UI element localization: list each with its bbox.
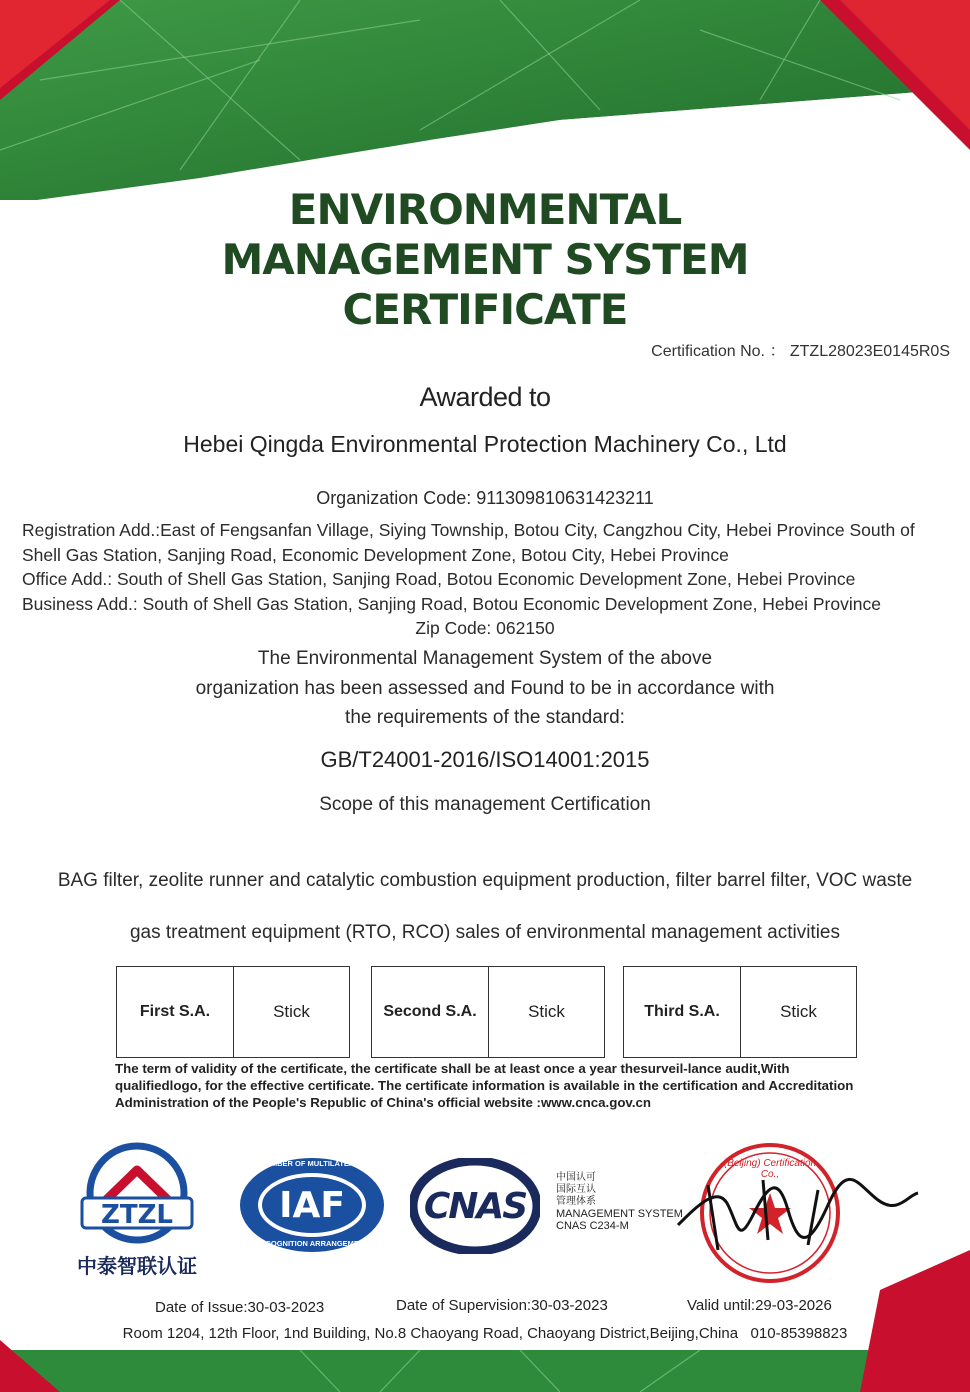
- audit-label: Second S.A.: [372, 967, 489, 1057]
- audit-value: Stick: [273, 1002, 310, 1021]
- iaf-ring-bottom: RECOGNITION ARRANGEMENT: [255, 1239, 369, 1248]
- cnas-cn-line: 中国认可: [556, 1172, 596, 1183]
- cnas-en-line: CNAS C234-M: [556, 1220, 629, 1232]
- assessment-line: The Environmental Management System of the above: [257, 648, 713, 669]
- cnas-cn-line: 管理体系: [556, 1196, 596, 1207]
- standard-code: GB/T24001-2016/ISO14001:2015: [320, 747, 650, 772]
- certificate-title: [0, 185, 970, 335]
- audit-label: Third S.A.: [624, 967, 741, 1057]
- title-line-3: CERTIFICATE: [342, 285, 628, 334]
- title-line-2: MANAGEMENT SYSTEM: [221, 235, 749, 284]
- office-address: Office Add.: South of Shell Gas Station, Sanjing Road, Botou Economic Development Zone, Hebei Province: [22, 569, 856, 589]
- company-name: Hebei Qingda Environmental Protection Machinery Co., Ltd: [183, 431, 787, 457]
- ztzl-emblem-icon: [62, 1138, 212, 1248]
- iaf-ring-top: MEMBER OF MULTILATERAL: [259, 1159, 365, 1168]
- ztzl-logo: [62, 1138, 212, 1278]
- scope-label: Scope of this management Certification: [319, 794, 651, 815]
- cnas-text: CNAS: [423, 1186, 527, 1227]
- scope-line: gas treatment equipment (RTO, RCO) sales of environmental management activities: [129, 922, 840, 943]
- audit-label: First S.A.: [117, 967, 234, 1057]
- valid-until: Valid until:29-03-2026: [687, 1297, 832, 1314]
- scope-line: BAG filter, zeolite runner and catalytic combustion equipment production, filter barrel filter, VOC waste: [57, 870, 913, 891]
- certification-number: Certification No. ： ZTZL28023E0145R0S: [651, 343, 950, 360]
- awarded-to-label: Awarded to: [419, 382, 551, 412]
- signature-icon: [668, 1165, 923, 1260]
- registration-address: Registration Add.:East of Fengsanfan Village, Siying Township, Botou City, Cangzhou City, Hebei Province South of Shell Gas Station, Sanjing Road, Economic Development Zone, Botou City, Hebei Province: [22, 520, 915, 565]
- date-of-issue: Date of Issue:30-03-2023: [155, 1299, 325, 1316]
- audit-box-second: [371, 966, 605, 1058]
- assessment-line: the requirements of the standard:: [345, 707, 625, 728]
- business-address: Business Add.: South of Shell Gas Station, Sanjing Road, Botou Economic Development Zone, Hebei Province: [22, 594, 881, 614]
- cnas-cn-line: 国际互认: [556, 1184, 596, 1195]
- top-banner: [0, 0, 970, 200]
- iaf-text: IAF: [279, 1185, 345, 1226]
- title-line-1: ENVIRONMENTAL: [288, 185, 682, 234]
- cnas-logo: [410, 1158, 540, 1254]
- audit-value: Stick: [780, 1002, 817, 1021]
- issuer-address: Room 1204, 12th Floor, 1nd Building, No.8 Chaoyang Road, Chaoyang District,Beijing,China 010-85398823: [122, 1325, 848, 1342]
- scope-text: [0, 855, 970, 959]
- seal-text: (Beijing) Certification Co.,: [723, 1158, 817, 1180]
- audit-value: Stick: [528, 1002, 565, 1021]
- cnas-en-line: MANAGEMENT SYSTEM: [556, 1208, 683, 1220]
- zip-code: Zip Code: 062150: [415, 618, 555, 638]
- assessment-line: organization has been assessed and Found to be in accordance with: [195, 677, 775, 699]
- organization-code: Organization Code: 911309810631423211: [316, 488, 654, 508]
- cnas-info: [556, 1172, 683, 1232]
- audit-box-third: [623, 966, 857, 1058]
- ztzl-chinese-name: 中泰智联认证: [77, 1256, 197, 1278]
- date-of-supervision: Date of Supervision:30-03-2023: [396, 1297, 608, 1314]
- iaf-logo: [237, 1155, 387, 1255]
- assessment-statement: [0, 644, 970, 733]
- validity-note: The term of validity of the certificate, the certificate shall be at least once a year thesurveil-lance audit,With qualifiedlogo, for the effective certificate. The certificate information is available in the certification and Accreditation Administration of the People's Republic of China's official website :www.cnca.gov.cn: [115, 1061, 854, 1110]
- ztzl-logo-text: ZTZL: [100, 1200, 173, 1230]
- audit-box-first: [116, 966, 350, 1058]
